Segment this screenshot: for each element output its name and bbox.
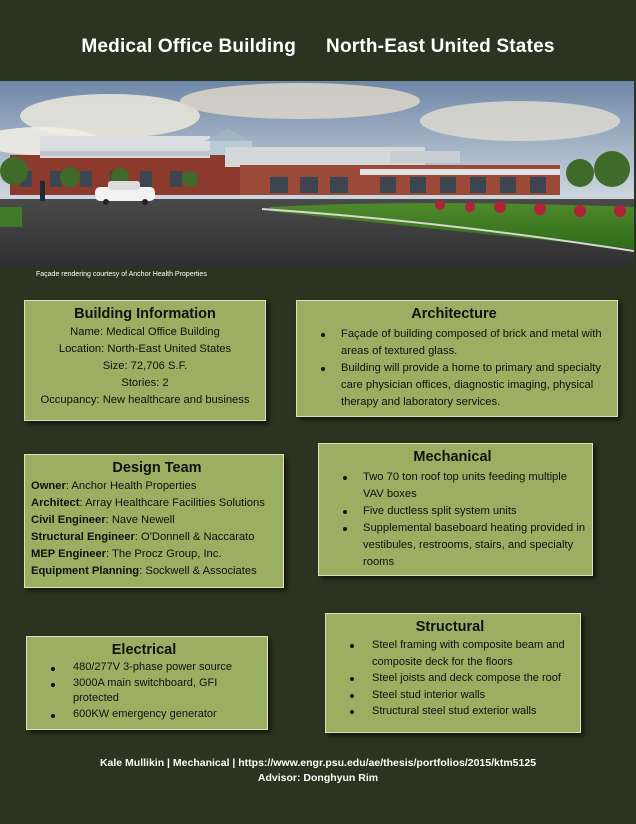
team-structural-engineer: Structural Engineer: O'Donnell & Naccarato [31, 531, 255, 543]
info-location: Location: North-East United States [58, 343, 232, 355]
architecture-heading: Architecture [411, 306, 497, 322]
design-team-heading: Design Team [112, 460, 202, 476]
facade-rendering-image [0, 81, 634, 267]
page-title [0, 36, 636, 58]
design-team-card [24, 454, 284, 588]
list-item: Steel framing with composite beam and composite deck for the floors [326, 637, 574, 670]
team-architect: Architect: Array Healthcare Facilities Solutions [31, 497, 265, 509]
architecture-list [297, 326, 611, 411]
title-location: North-East United States [326, 36, 555, 57]
mechanical-list [319, 469, 586, 571]
mechanical-heading: Mechanical [413, 449, 492, 465]
info-occupancy: Occupancy: New healthcare and business [40, 394, 250, 406]
building-information-heading: Building Information [74, 306, 216, 322]
photo-credit: Façade rendering courtesy of Anchor Health Properties [36, 271, 207, 278]
structural-card [325, 613, 581, 733]
team-mep-engineer: MEP Engineer: The Procz Group, Inc. [31, 548, 222, 560]
electrical-list [27, 660, 261, 722]
list-item: Façade of building composed of brick and metal with areas of textured glass. [297, 326, 611, 360]
list-item: 600KW emergency generator [27, 707, 261, 723]
list-item: Structural steel stud exterior walls [326, 703, 574, 720]
footer-advisor-line: Advisor: Donghyun Rim [257, 772, 379, 784]
architecture-card [296, 300, 618, 417]
list-item: 480/277V 3-phase power source [27, 660, 261, 676]
footer-author-line: Kale Mullikin | Mechanical | https://www.engr.psu.edu/ae/thesis/portfolios/2015/ktm5125 [99, 757, 537, 769]
list-item: Supplemental baseboard heating provided in vestibules, restrooms, stairs, and specialty rooms [319, 520, 586, 571]
structural-list [326, 637, 574, 720]
list-item: Two 70 ton roof top units feeding multiple VAV boxes [319, 469, 586, 503]
structural-heading: Structural [415, 619, 485, 635]
team-owner: Owner: Anchor Health Properties [31, 480, 197, 492]
list-item: Building will provide a home to primary and specialty care physician offices, diagnostic imaging, physical therapy and laboratory services. [297, 360, 611, 411]
team-civil-engineer: Civil Engineer: Nave Newell [31, 514, 175, 526]
list-item: Steel stud interior walls [326, 687, 574, 704]
title-building-name: Medical Office Building [81, 36, 297, 57]
info-name: Name: Medical Office Building [70, 326, 220, 338]
building-information-card [24, 300, 266, 421]
team-equipment-planning: Equipment Planning: Sockwell & Associates [31, 565, 257, 577]
electrical-card [26, 636, 268, 730]
info-stories: Stories: 2 [121, 377, 169, 389]
list-item: Five ductless split system units [319, 503, 586, 520]
list-item: Steel joists and deck compose the roof [326, 670, 574, 687]
info-size: Size: 72,706 S.F. [102, 360, 188, 372]
mechanical-card [318, 443, 593, 576]
list-item: 3000A main switchboard, GFI protected [27, 676, 261, 707]
electrical-heading: Electrical [111, 642, 177, 658]
